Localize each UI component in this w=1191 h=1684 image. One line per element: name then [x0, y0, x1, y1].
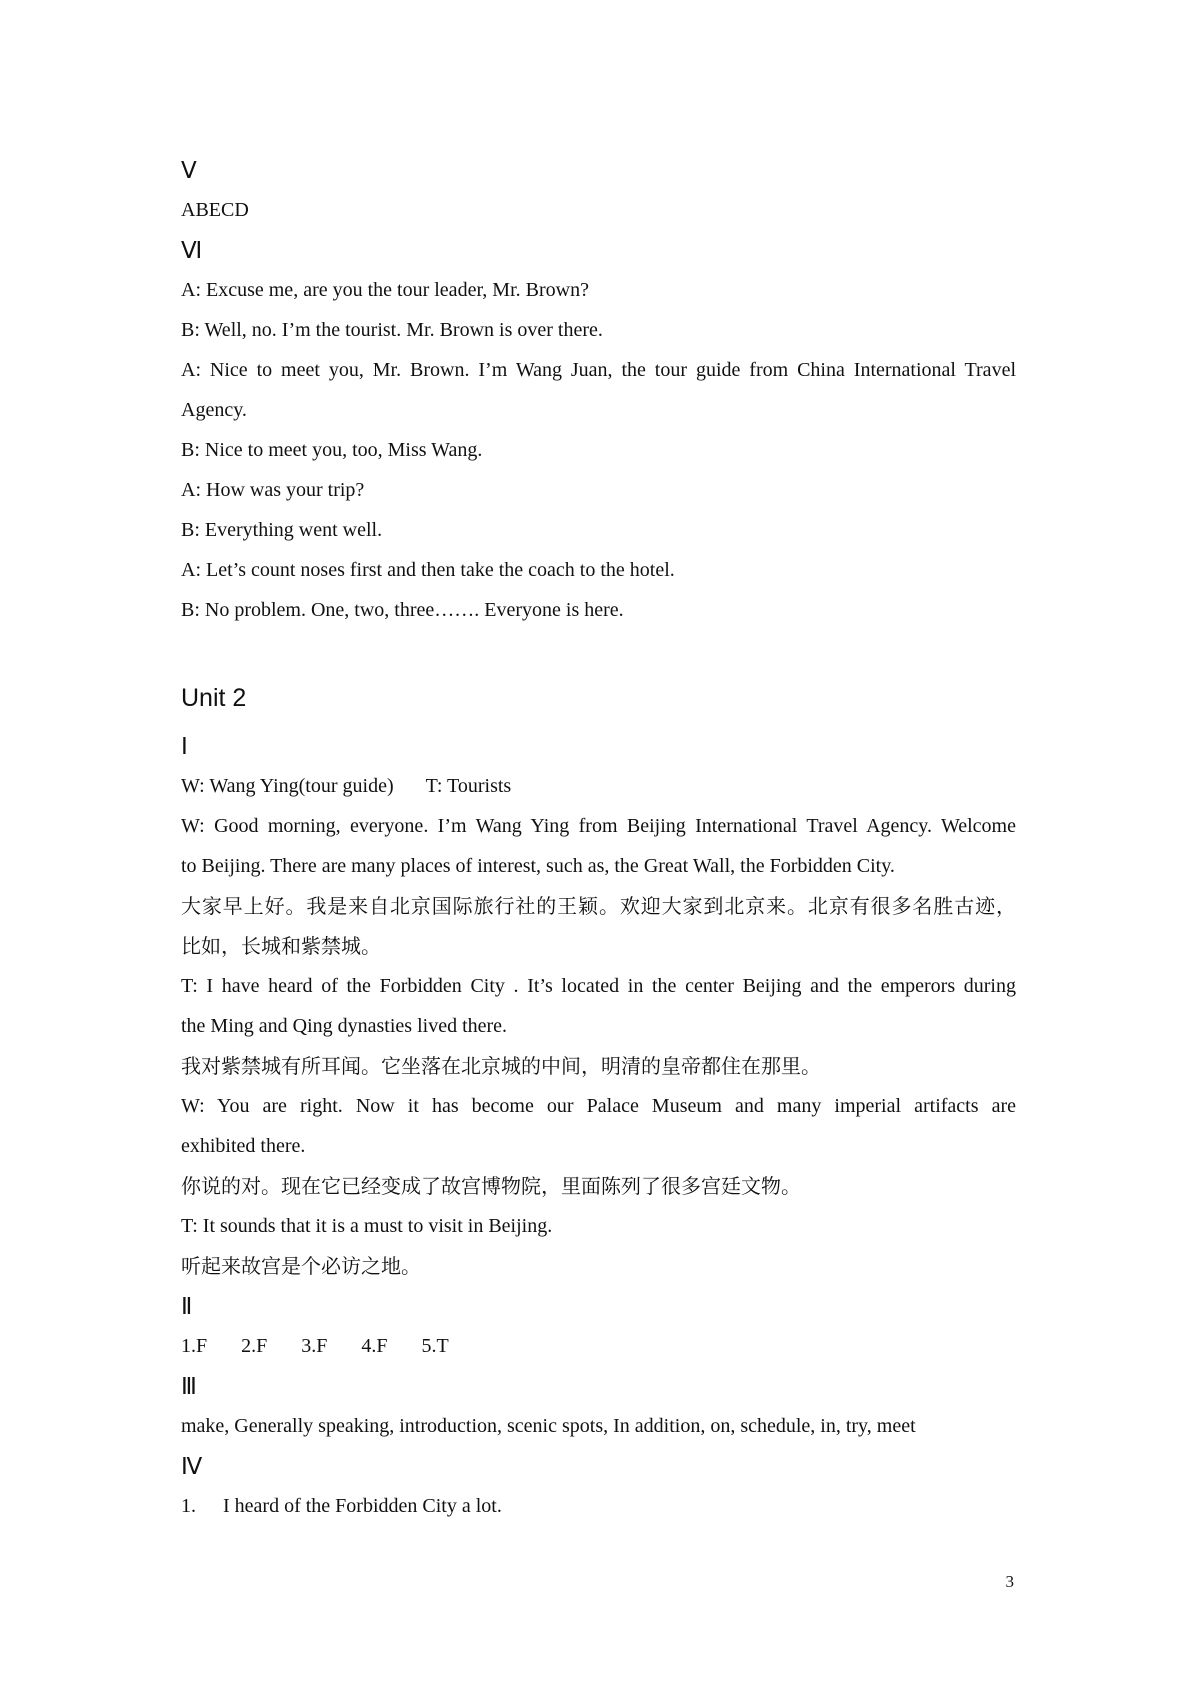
section-v-answer: ABECD	[181, 199, 249, 221]
translation-line: 我对紫禁城有所耳闻。它坐落在北京城的中间，明清的皇帝都住在那里。	[181, 1054, 821, 1078]
true-false-answers	[181, 1326, 1016, 1366]
item-text: I heard of the Forbidden City a lot.	[223, 1495, 502, 1517]
role-w: W: Wang Ying(tour guide)	[181, 775, 394, 797]
item-number: 1.	[181, 1495, 196, 1517]
section-heading-vi: Ⅵ	[181, 237, 203, 263]
section-heading-iii: Ⅲ	[181, 1373, 197, 1399]
unit-title: Unit 2	[181, 684, 247, 712]
section-heading-ii: Ⅱ	[181, 1293, 193, 1319]
translation-line: 听起来故宫是个必访之地。	[181, 1254, 421, 1278]
answer-item: 2.F	[241, 1335, 268, 1357]
dialogue-line: T: It sounds that it is a must to visit in Beijing.	[181, 1215, 553, 1237]
answer-item: 5.T	[421, 1335, 449, 1357]
dialogue-line: B: No problem. One, two, three……. Everyone is here.	[181, 599, 624, 621]
document-page	[181, 150, 1016, 1526]
section-heading-iv: Ⅳ	[181, 1453, 203, 1479]
answer-item: 1.F	[181, 1335, 208, 1357]
dialogue-line: W: Good morning, everyone. I’m Wang Ying from Beijing International Travel Agency. Welcome	[181, 815, 1016, 837]
dialogue-line: exhibited there.	[181, 1135, 306, 1157]
translation-line: 大家早上好。我是来自北京国际旅行社的王颖。欢迎大家到北京来。北京有很多名胜古迹，	[181, 894, 1016, 918]
dialogue-line: A: Let’s count noses first and then take the coach to the hotel.	[181, 559, 675, 581]
dialogue-line: A: Excuse me, are you the tour leader, Mr. Brown?	[181, 279, 589, 301]
dialogue-line: A: How was your trip?	[181, 479, 365, 501]
section-heading-v: Ⅴ	[181, 157, 197, 183]
dialogue-line: B: Well, no. I’m the tourist. Mr. Brown is over there.	[181, 319, 603, 341]
dialogue-line: B: Nice to meet you, too, Miss Wang.	[181, 439, 483, 461]
answer-item: 3.F	[301, 1335, 328, 1357]
dialogue-line: T: I have heard of the Forbidden City . It’s located in the center Beijing and the emperors during	[181, 975, 1016, 997]
section-heading-i: Ⅰ	[181, 733, 188, 759]
dialogue-line: Agency.	[181, 399, 247, 421]
translation-line: 你说的对。现在它已经变成了故宫博物院，里面陈列了很多宫廷文物。	[181, 1174, 801, 1198]
answer-item: 4.F	[361, 1335, 388, 1357]
role-legend	[181, 766, 1016, 806]
translation-line: 比如，长城和紫禁城。	[181, 934, 381, 958]
dialogue-line: A: Nice to meet you, Mr. Brown. I’m Wang Juan, the tour guide from China International Travel	[181, 359, 1016, 381]
word-list-answer: make, Generally speaking, introduction, scenic spots, In addition, on, schedule, in, try, meet	[181, 1415, 916, 1437]
role-t: T: Tourists	[425, 775, 512, 797]
dialogue-line: the Ming and Qing dynasties lived there.	[181, 1015, 508, 1037]
dialogue-line: B: Everything went well.	[181, 519, 383, 541]
dialogue-line: to Beijing. There are many places of interest, such as, the Great Wall, the Forbidden City.	[181, 855, 895, 877]
dialogue-line: W: You are right. Now it has become our Palace Museum and many imperial artifacts are	[181, 1095, 1016, 1117]
page-number: 3	[1005, 1572, 1014, 1591]
numbered-item	[181, 1486, 1016, 1526]
